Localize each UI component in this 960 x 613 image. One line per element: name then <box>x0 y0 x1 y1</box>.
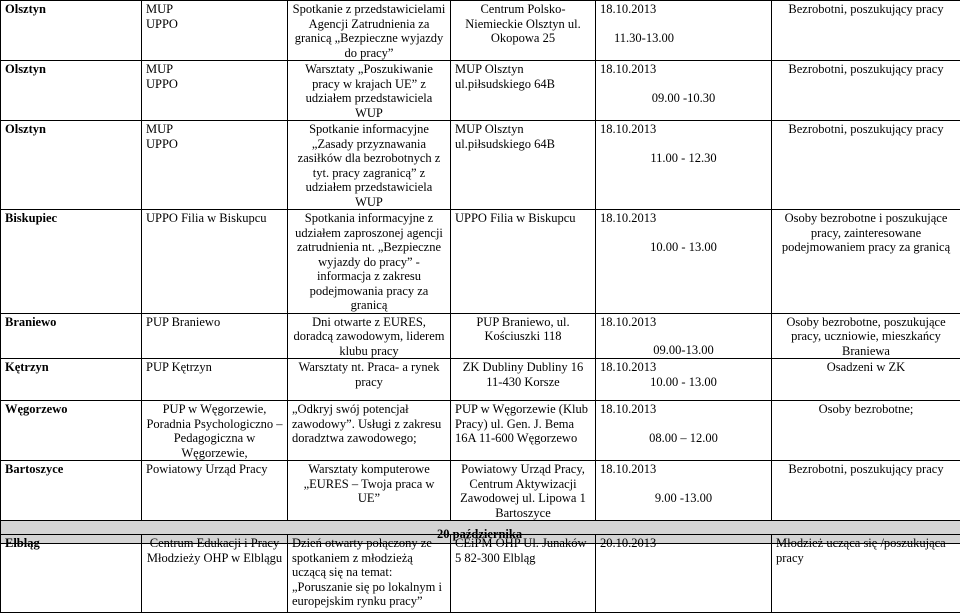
table-row <box>1 1 960 61</box>
organizer-cell <box>142 210 288 314</box>
organizer-line: UPPO <box>146 136 178 151</box>
organizer-cell <box>142 359 288 401</box>
organizer-cell <box>142 121 288 210</box>
city-cell: Olsztyn <box>1 1 142 61</box>
table-row <box>1 359 960 401</box>
date-cell: 20.10.2013 <box>596 535 772 613</box>
city-cell: Braniewo <box>1 313 142 359</box>
table-row <box>1 121 960 210</box>
date-cell <box>596 61 772 121</box>
events-table-continued <box>0 534 960 613</box>
city-cell: Olsztyn <box>1 121 142 210</box>
organizer-line: PUP Braniewo <box>146 314 221 329</box>
date-text: 18.10.2013 <box>600 62 657 76</box>
city-cell: Kętrzyn <box>1 359 142 401</box>
organizer-line: MUP <box>146 2 174 16</box>
time-text: 10.00 - 13.00 <box>650 374 717 389</box>
date-text: 18.10.2013 <box>600 314 657 329</box>
table-row <box>1 461 960 521</box>
place-cell: PUP w Węgorzewie (Klub Pracy) ul. Gen. J. Bema 16A 11-600 Węgorzewo <box>451 401 596 461</box>
organizer-cell <box>142 461 288 521</box>
organizer-line: UPPO Filia w Biskupcu <box>146 211 267 225</box>
city-cell: Węgorzewo <box>1 401 142 461</box>
place-cell: Centrum Polsko-Niemieckie Olsztyn ul. Okopowa 25 <box>451 1 596 61</box>
event-cell: „Odkryj swój potencjał zawodowy”. Usługi z zakresu doradztwa zawodowego; <box>288 401 451 461</box>
place-cell: Powiatowy Urząd Pracy, Centrum Aktywizacji Zawodowej ul. Lipowa 1 Bartoszyce <box>451 461 596 521</box>
table-row <box>1 401 960 461</box>
time-text: 08.00 – 12.00 <box>649 430 718 445</box>
date-text: 18.10.2013 <box>600 122 657 136</box>
date-cell <box>596 313 772 359</box>
event-cell: Spotkanie informacyjne „Zasady przyznawania zasiłków dla bezrobotnych z tyt. pracy zagranicą” z udziałem przedstawiciela WUP <box>288 121 451 210</box>
organizer-cell <box>142 1 288 61</box>
date-cell <box>596 1 772 61</box>
event-cell: Dzień otwarty połączony ze spotkaniem z młodzieżą uczącą się na temat: „Poruszanie się po lokalnym i europejskim rynku pracy” <box>288 535 451 613</box>
city-cell: Biskupiec <box>1 210 142 314</box>
target-cell: Bezrobotni, poszukujący pracy <box>772 1 960 61</box>
table-row <box>1 210 960 314</box>
time-text: 09.00-13.00 <box>653 343 714 357</box>
date-text: 18.10.2013 <box>600 462 657 476</box>
place-cell: ZK Dubliny Dubliny 16 11-430 Korsze <box>451 359 596 401</box>
time-text: 11.00 - 12.30 <box>650 150 717 165</box>
organizer-line: PUP Kętrzyn <box>146 360 212 374</box>
place-cell: PUP Braniewo, ul. Kościuszki 118 <box>451 313 596 359</box>
target-cell: Bezrobotni, poszukujący pracy <box>772 121 960 210</box>
date-text: 18.10.2013 <box>600 211 657 225</box>
organizer-cell <box>142 61 288 121</box>
table-row <box>1 61 960 121</box>
table-row <box>1 535 960 613</box>
city-cell: Bartoszyce <box>1 461 142 521</box>
date-text: 18.10.2013 <box>600 2 657 16</box>
organizer-cell <box>142 401 288 461</box>
date-text: 18.10.2013 <box>600 402 657 416</box>
target-cell: Osoby bezrobotne, poszukujące pracy, uczniowie, mieszkańcy Braniewa <box>772 313 960 359</box>
date-cell <box>596 210 772 314</box>
time-text: 09.00 -10.30 <box>651 90 716 105</box>
date-cell <box>596 359 772 401</box>
place-cell: MUP Olsztyn ul.piłsudskiego 64B <box>451 61 596 121</box>
organizer-line: PUP w Węgorzewie, <box>162 402 267 416</box>
time-text: 11.30-13.00 <box>614 30 674 45</box>
event-cell: Warsztaty komputerowe „EURES – Twoja praca w UE” <box>288 461 451 521</box>
date-cell <box>596 121 772 210</box>
target-cell: Osoby bezrobotne i poszukujące pracy, zainteresowane podejmowaniem pracy za granicą <box>772 210 960 314</box>
target-cell: Osadzeni w ZK <box>772 359 960 401</box>
event-cell: Spotkanie z przedstawicielami Agencji Zatrudnienia za granicą „Bezpieczne wyjazdy do pracy” <box>288 1 451 61</box>
date-cell <box>596 461 772 521</box>
organizer-line: UPPO <box>146 16 178 31</box>
date-text: 18.10.2013 <box>600 360 657 374</box>
target-cell: Bezrobotni, poszukujący pracy <box>772 61 960 121</box>
organizer-line: UPPO <box>146 76 178 91</box>
place-cell: UPPO Filia w Biskupcu <box>451 210 596 314</box>
event-cell: Spotkania informacyjne z udziałem zaproszonej agencji zatrudnienia nt. „Bezpieczne wyjazdy do pracy” -informacja z zakresu podejmowania pracy za granicą <box>288 210 451 314</box>
target-cell: Osoby bezrobotne; <box>772 401 960 461</box>
place-cell: CEiPM OHP Ul. Junaków 5 82-300 Elbląg <box>451 535 596 613</box>
time-text: 10.00 - 13.00 <box>650 239 717 254</box>
date-separator: 20 października <box>1 521 960 544</box>
organizer-line: Poradnia Psychologiczno – Pedagogiczna w Węgorzewie, <box>146 416 283 460</box>
event-cell: Dni otwarte z EURES, doradcą zawodowym, liderem klubu pracy <box>288 313 451 359</box>
event-cell: Warsztaty „Poszukiwanie pracy w krajach UE” z udziałem przedstawiciela WUP <box>288 61 451 121</box>
organizer-cell <box>142 313 288 359</box>
target-cell: Młodzież ucząca się /poszukująca pracy <box>772 535 960 613</box>
organizer-cell: Centrum Edukacji i Pracy Młodzieży OHP w Elblągu <box>142 535 288 613</box>
place-cell: MUP Olsztyn ul.piłsudskiego 64B <box>451 121 596 210</box>
organizer-line: Powiatowy Urząd Pracy <box>146 462 268 476</box>
target-cell: Bezrobotni, poszukujący pracy <box>772 461 960 521</box>
table-row <box>1 313 960 359</box>
time-text: 9.00 -13.00 <box>654 490 713 505</box>
city-cell: Elbląg <box>1 535 142 613</box>
event-cell: Warsztaty nt. Praca- a rynek pracy <box>288 359 451 401</box>
date-cell <box>596 401 772 461</box>
organizer-line: MUP <box>146 62 174 76</box>
city-cell: Olsztyn <box>1 61 142 121</box>
organizer-line: MUP <box>146 122 174 136</box>
